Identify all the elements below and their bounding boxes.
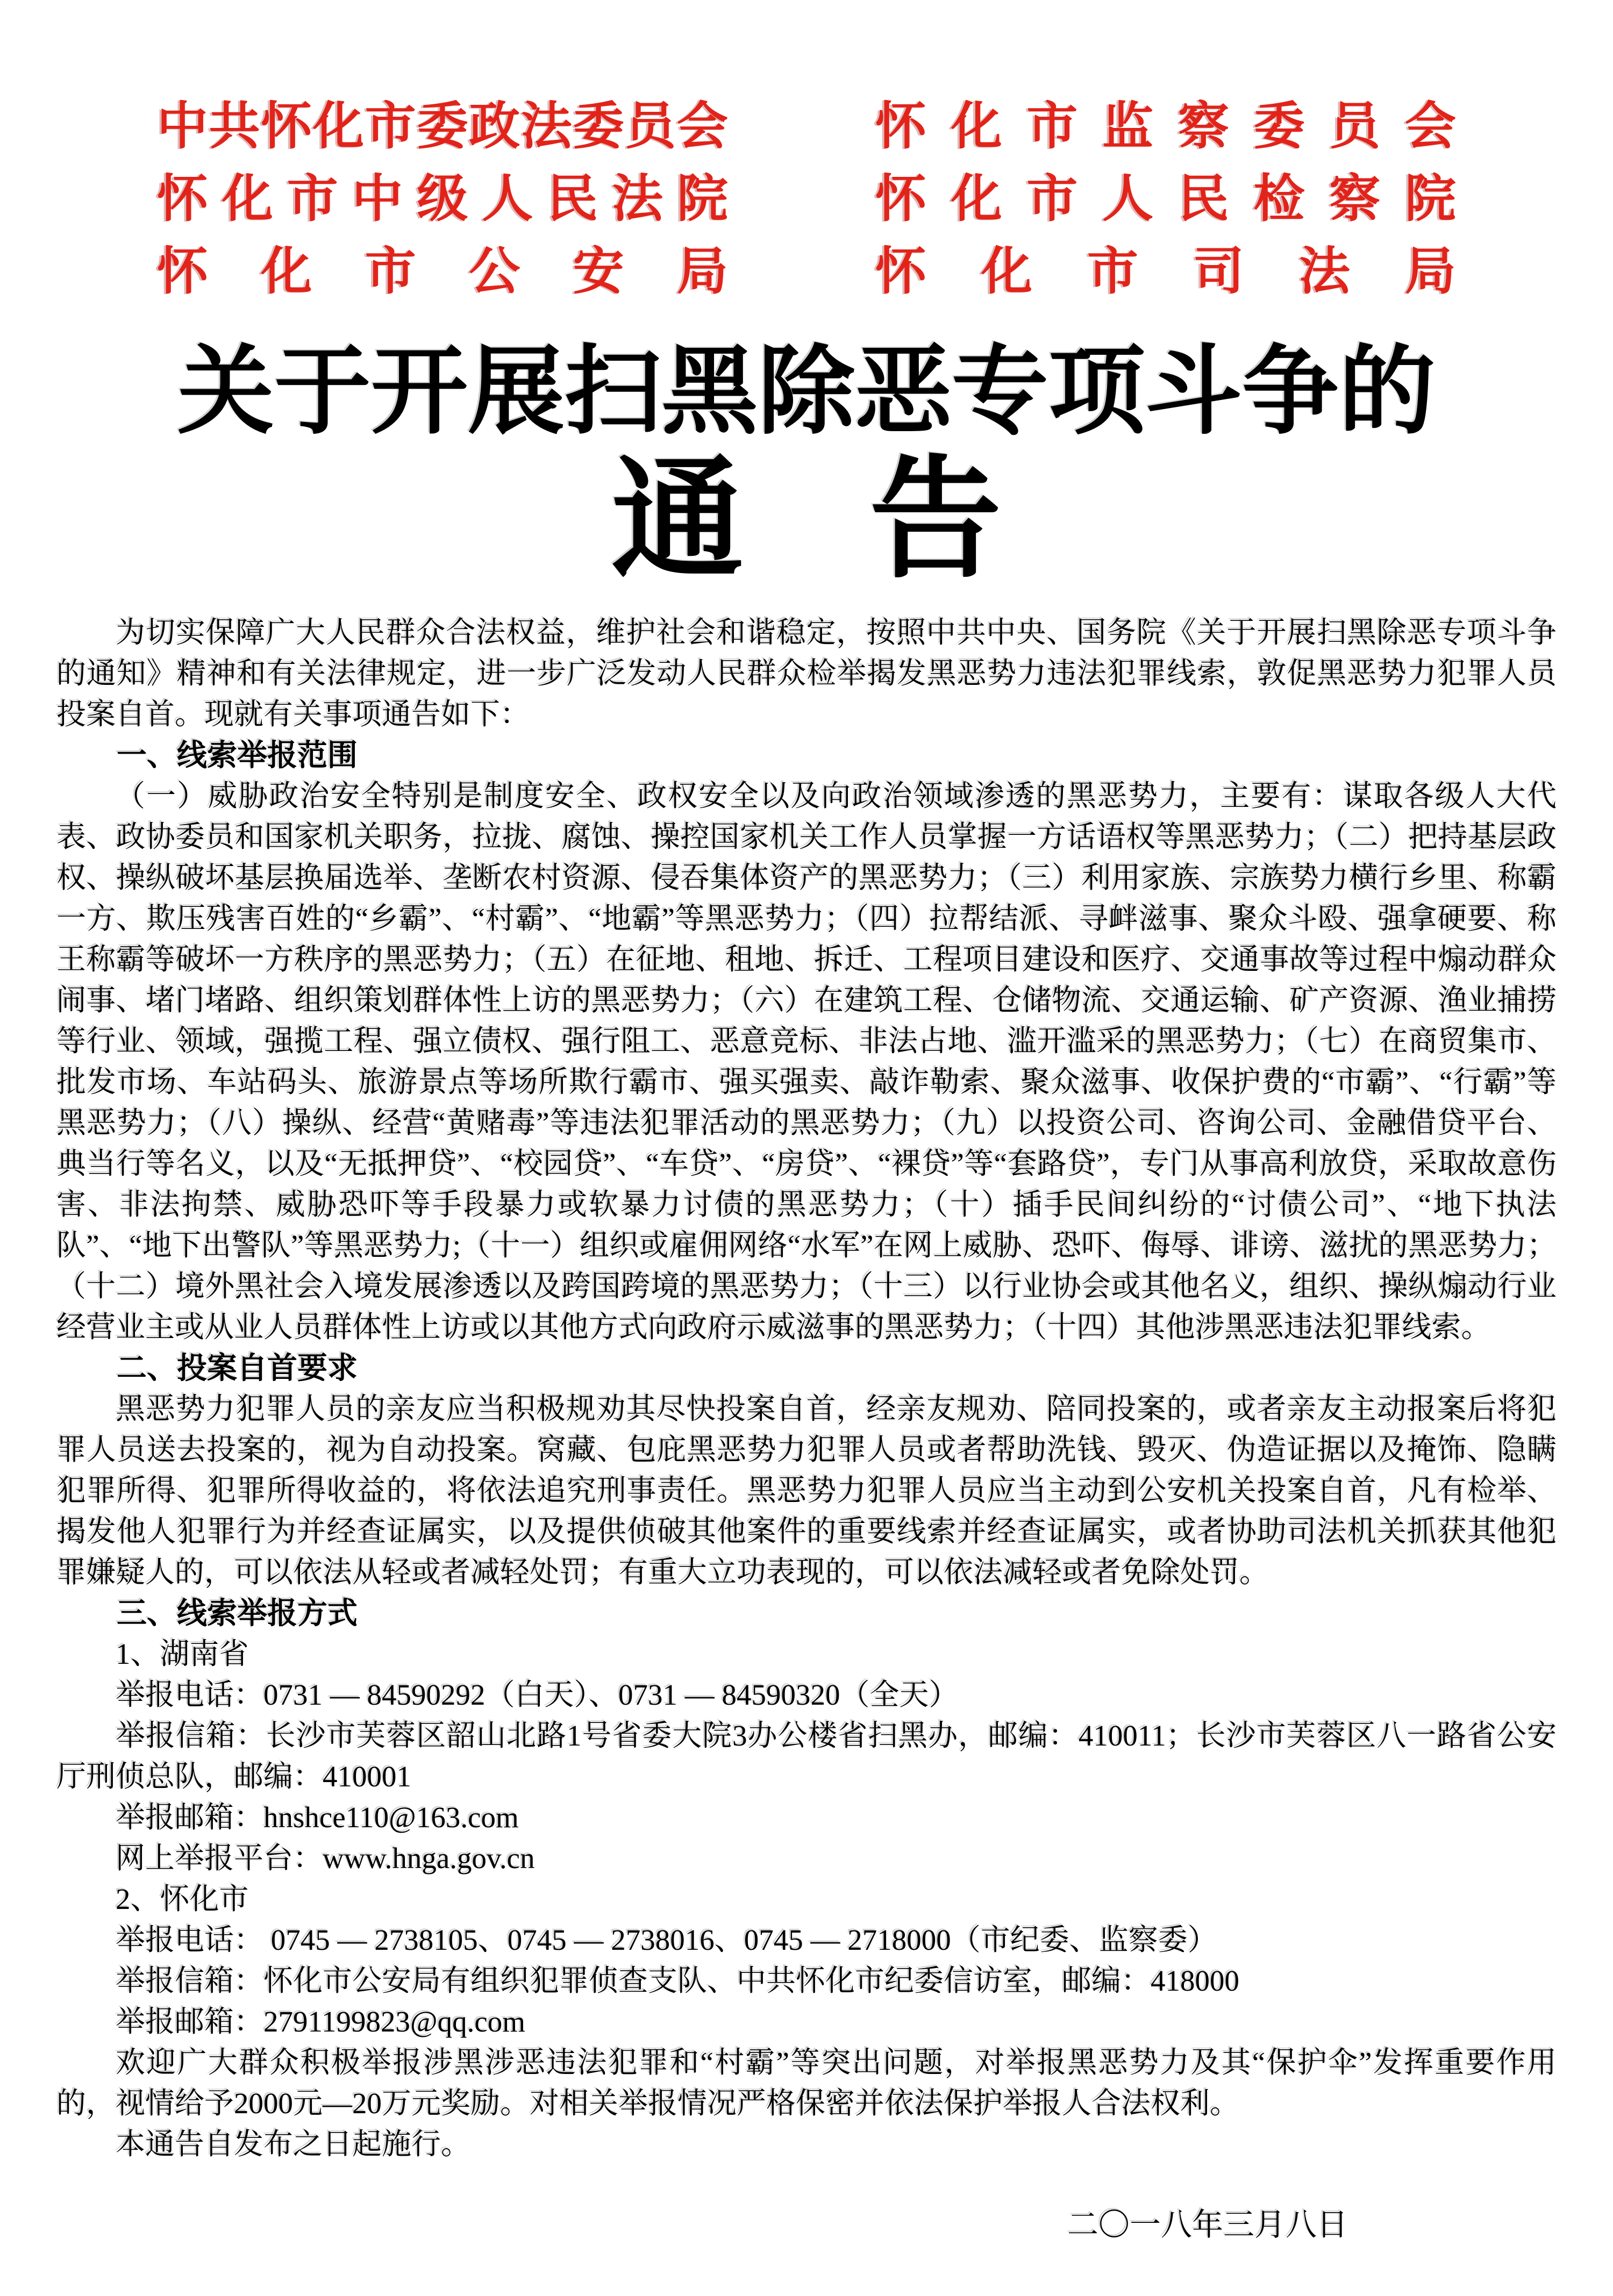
agency-column-right — [875, 90, 1456, 308]
agency-name-jianchayuan: 怀化市人民检察院 — [875, 170, 1456, 227]
notice-title-char-gao: 告 — [869, 447, 1002, 593]
huaihua-mail-line: 举报信箱：怀化市公安局有组织犯罪侦查支队、中共怀化市纪委信访室，邮编：418000 — [116, 1964, 1240, 1998]
huaihua-email-line: 举报邮箱：2791199823@qq.com — [116, 2005, 526, 2038]
section2-body: 黑恶势力犯罪人员的亲友应当积极规劝其尽快投案自首，经亲友规劝、陪同投案的，或者亲友主动报案后将犯罪人员送去投案的，视为自动投案。窝藏、包庇黑恶势力犯罪人员或者帮助洗钱、毁灭、伪造证据以及掩饰、隐瞒犯罪所得、犯罪所得收益的，将依法追究刑事责任。黑恶势力犯罪人员应当主动到公安机关投案自首，凡有检举、揭发他人犯罪行为并经查证属实，以及提供侦破其他案件的重要线索并经查证属实，或者协助司法机关抓获其他犯罪嫌疑人的，可以依法从轻或者减轻处罚；有重大立功表现的，可以依法减轻或者免除处罚。 — [56, 1392, 1557, 1589]
agency-header — [157, 90, 1456, 308]
agency-name-fayuan: 怀化市中级人民法院 — [157, 170, 728, 227]
notice-body — [56, 612, 1557, 2245]
huaihua-phone-line: 举报电话： 0745 — 2738105、0745 — 2738016、0745 — 2718000（市纪委、监察委） — [116, 1923, 1217, 1957]
reward-paragraph: 欢迎广大群众积极举报涉黑涉恶违法犯罪和“村霸”等突出问题，对举报黑恶势力及其“保护伞”发挥重要作用的，视情给予2000元—20万元奖励。对相关举报情况严格保密并依法保护举报人合法权利。 — [56, 2046, 1557, 2120]
notice-title-line1: 关于开展扫黑除恶专项斗争的 — [177, 339, 1436, 446]
hunan-mail-line: 举报信箱：长沙市芙蓉区韶山北路1号省委大院3办公楼省扫黑办，邮编：410011；长沙市芙蓉区八一路省公安厅刑侦总队，邮编：410001 — [56, 1719, 1557, 1793]
section3-heading: 三、线索举报方式 — [117, 1596, 358, 1630]
effective-paragraph: 本通告自发布之日起施行。 — [116, 2128, 471, 2161]
hunan-label: 1、湖南省 — [116, 1637, 249, 1671]
section1-body: （一）威胁政治安全特别是制度安全、政权安全以及向政治领域渗透的黑恶势力，主要有：谋取各级人大代表、政协委员和国家机关职务，拉拢、腐蚀、操控国家机关工作人员掌握一方话语权等黑恶势力；（二）把持基层政权、操纵破坏基层换届选举、垄断农村资源、侵吞集体资产的黑恶势力；（三）利用家族、宗族势力横行乡里、称霸一方、欺压残害百姓的“乡霸”、“村霸”、“地霸”等黑恶势力；（四）拉帮结派、寻衅滋事、聚众斗殴、强拿硬要、称王称霸等破坏一方秩序的黑恶势力；（五）在征地、租地、拆迁、工程项目建设和医疗、交通事故等过程中煽动群众闹事、堵门堵路、组织策划群体性上访的黑恶势力；（六）在建筑工程、仓储物流、交通运输、矿产资源、渔业捕捞等行业、领域，强揽工程、强立债权、强行阻工、恶意竞标、非法占地、滥开滥采的黑恶势力；（七）在商贸集市、批发市场、车站码头、旅游景点等场所欺行霸市、强买强卖、敲诈勒索、聚众滋事、收保护费的“市霸”、“行霸”等黑恶势力；（八）操纵、经营“黄赌毒”等违法犯罪活动的黑恶势力；（九）以投资公司、咨询公司、金融借贷平台、典当行等名义，以及“无抵押贷”、“校园贷”、“车贷”、“房贷”、“裸贷”等“套路贷”，专门从事高利放贷，采取故意伤害、非法拘禁、威胁恐吓等手段暴力或软暴力讨债的黑恶势力；（十）插手民间纠纷的“讨债公司”、“地下执法队”、“地下出警队”等黑恶势力;（十一）组织或雇佣网络“水军”在网上威胁、恐吓、侮辱、诽谤、滋扰的黑恶势力；（十二）境外黑社会入境发展渗透以及跨国跨境的黑恶势力；（十三）以行业协会或其他名义，组织、操纵煽动行业经营业主或从业人员群体性上访或以其他方式向政府示威滋事的黑恶势力；（十四）其他涉黑恶违法犯罪线索。 — [56, 779, 1557, 1344]
hunan-web-line: 网上举报平台：www.hnga.gov.cn — [116, 1842, 535, 1875]
agency-name-zhengfawei: 中共怀化市委政法委员会 — [157, 98, 728, 155]
agency-name-gonganju: 怀化市公安局 — [157, 243, 728, 300]
issue-date: 二〇一八年三月八日 — [1067, 2207, 1348, 2243]
hunan-email-line: 举报邮箱：hnshce110@163.com — [116, 1801, 519, 1834]
section1-heading: 一、线索举报范围 — [117, 738, 358, 773]
notice-title-line2 — [0, 447, 1613, 593]
intro-paragraph: 为切实保障广大人民群众合法权益，维护社会和谐稳定，按照中共中央、国务院《关于开展扫黑除恶专项斗争的通知》精神和有关法律规定，进一步广泛发动人民群众检举揭发黑恶势力违法犯罪线索，敦促黑恶势力犯罪人员投案自首。现就有关事项通告如下： — [56, 616, 1557, 731]
agency-column-left — [157, 90, 728, 308]
agency-name-jianchawei: 怀化市监察委员会 — [875, 98, 1456, 155]
notice-title-char-tong: 通 — [611, 447, 744, 593]
agency-name-sifaju: 怀化市司法局 — [875, 243, 1456, 300]
section2-heading: 二、投案自首要求 — [117, 1351, 358, 1385]
huaihua-label: 2、怀化市 — [116, 1883, 249, 1916]
hunan-phone-line: 举报电话：0731 — 84590292（白天）、0731 — 84590320（全天） — [116, 1678, 959, 1712]
